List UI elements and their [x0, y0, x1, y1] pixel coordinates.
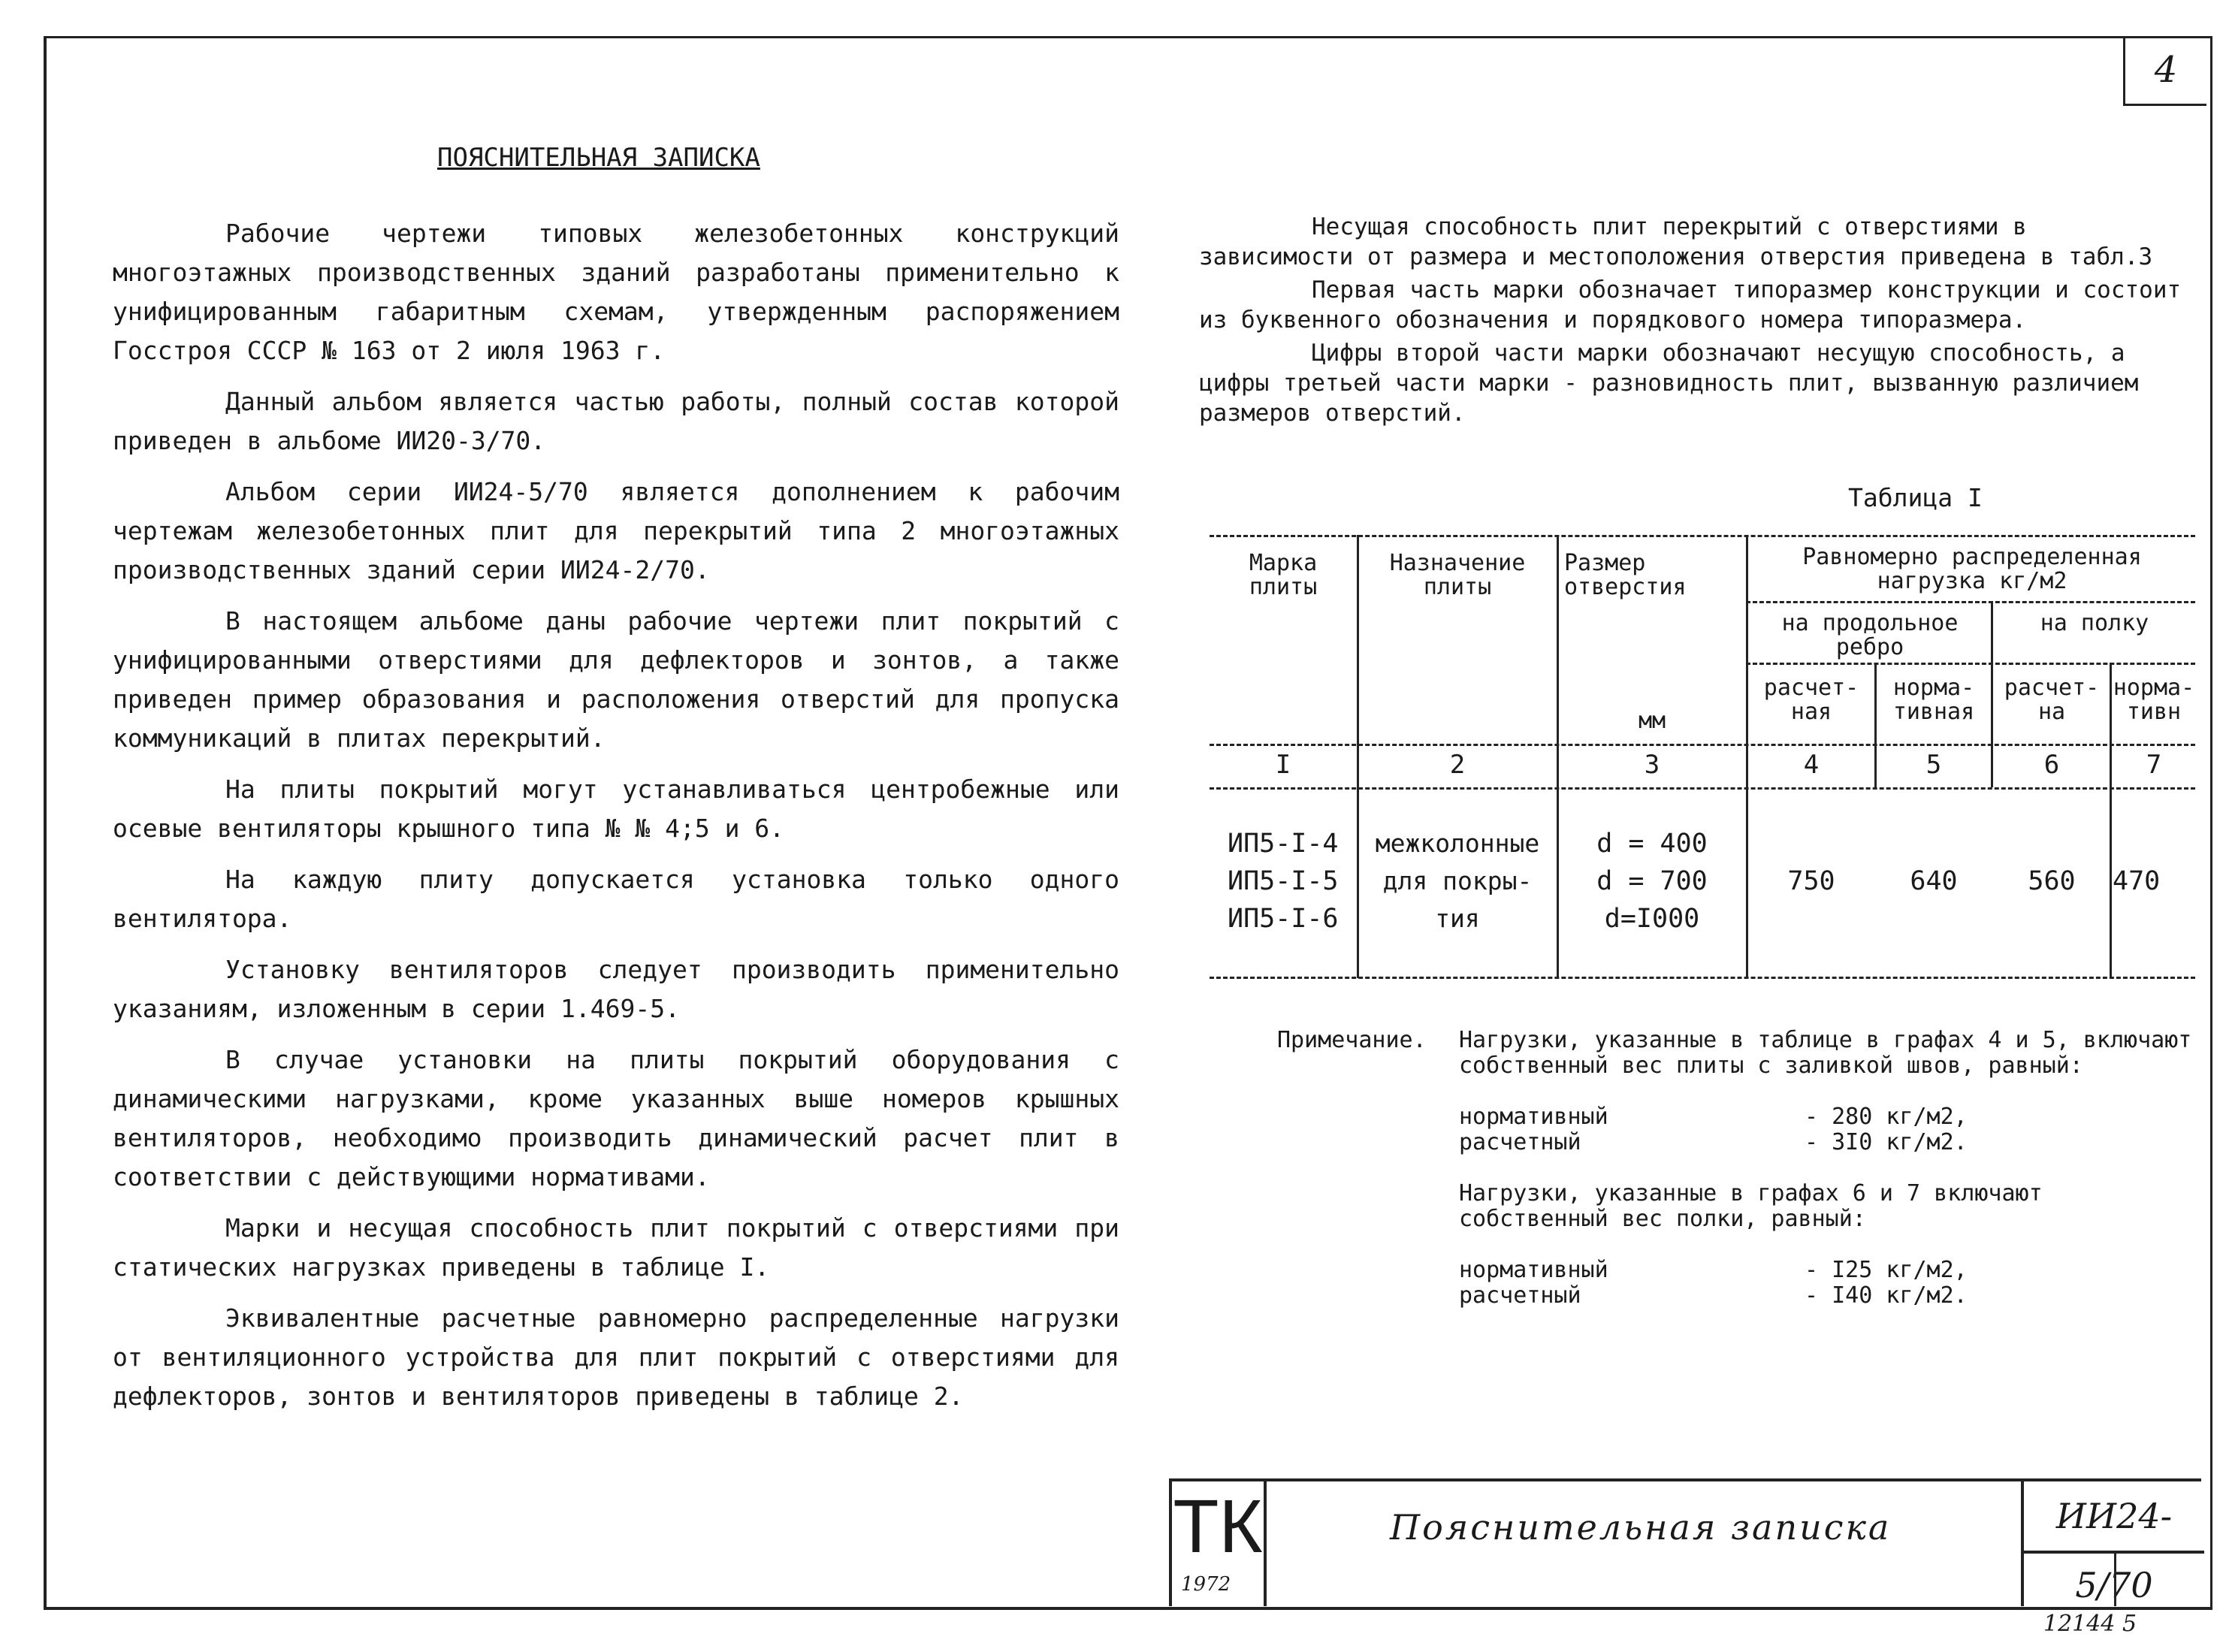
stamp-tk: ТК — [1172, 1481, 1267, 1606]
note-text: Нагрузки, указанные в графах 6 и 7 включают собственный вес полки, равный: — [1459, 1180, 2043, 1232]
paragraph: На каждую плиту допускается установка только одного вентилятора. — [113, 865, 1119, 933]
page-number: 4 — [2123, 36, 2206, 106]
col-number: 4 — [1803, 750, 1820, 780]
col-number: 2 — [1449, 750, 1466, 780]
table-cell-value: 640 — [1910, 866, 1958, 896]
paragraph: Марки и несущая способность плит покрытий с отверстиями при статических нагрузках приведены в таблице I. — [113, 1213, 1119, 1282]
paragraph: Эквивалентные расчетные равномерно распределенные нагрузки от вентиляционного устройства для плит покрытий с отверстиями для дефлекторов, зонтов и вентиляторов приведены в таблице 2. — [113, 1303, 1119, 1411]
stamp-year: 1972 — [1181, 1573, 1231, 1596]
header-calc2: расчет-на — [2004, 675, 2100, 725]
scan-gap — [1472, 29, 1518, 32]
footer-number: 12144 5 — [2043, 1611, 2137, 1637]
table-col-rule — [1874, 663, 1877, 787]
stamp-name: Пояснительная записка — [1390, 1507, 1892, 1548]
table-col-rule — [1746, 535, 1748, 978]
paragraph: Цифры второй части марки обозначают несущую способность, а цифры третьей части марки - разновидность плит, вызванную различием размеров отверстий. — [1199, 340, 2139, 427]
table-cell-size: d = 400 — [1596, 829, 1708, 859]
table-cell-mark: ИП5-I-6 — [1228, 904, 1339, 934]
header-size: Размер отверстия — [1564, 550, 1687, 600]
table-cell-purpose: для покры- — [1382, 866, 1533, 895]
paragraph: В настоящем альбоме даны рабочие чертежи плит покрытий с унифицированными отверстиями для дефлекторов и зонтов, а также приведен пример образования и расположения отверстий для пропуска коммуникаций в плитах перекрытий. — [113, 606, 1119, 753]
header-mark: Марка плиты — [1249, 550, 1318, 600]
note-key: нормативный — [1459, 1104, 1608, 1130]
note-key: нормативный — [1459, 1257, 1608, 1283]
note-pair — [1459, 1258, 2203, 1283]
table-cell-purpose: тия — [1435, 904, 1480, 933]
col-number: 3 — [1644, 750, 1660, 780]
paragraph: В случае установки на плиты покрытий оборудования с динамическими нагрузками, кроме указанных выше номеров крышных вентиляторов, необходимо производить динамический расчет плит в соответствии с действующими нормативами. — [113, 1045, 1119, 1191]
header-shelf: на полку — [2040, 610, 2149, 636]
header-norm2: норма-тивн — [2113, 676, 2195, 724]
col-number: 7 — [2146, 750, 2162, 780]
note-key: расчетный — [1459, 1282, 1581, 1309]
page-title: ПОЯСНИТЕЛЬНАЯ ЗАПИСКА — [437, 143, 760, 173]
header-norm: норма-тивная — [1892, 675, 1975, 725]
table-col-rule — [2110, 663, 2112, 978]
note-value: - I40 кг/м2. — [1805, 1282, 1968, 1309]
header-purpose: Назначение плиты — [1389, 550, 1526, 600]
header-size-unit: мм — [1638, 708, 1666, 734]
table-cell-size: d = 700 — [1596, 866, 1708, 896]
stamp-code: ИИ24-5/70 — [2021, 1481, 2204, 1554]
table-cell-value: 560 — [2028, 866, 2076, 896]
table-cell-size: d=I000 — [1604, 904, 1700, 934]
table-cell-mark: ИП5-I-5 — [1228, 866, 1339, 896]
table-cell-value: 470 — [2113, 866, 2161, 896]
paragraph: Данный альбом является частью работы, полный состав которой приведен в альбоме ИИ20-3/70. — [113, 387, 1119, 455]
paragraph: Рабочие чертежи типовых железобетонных конструкций многоэтажных производственных зданий разработаны применительно к унифицированным габаритным схемам, утвержденным распоряжением Госстроя СССР № 163 от 2 июля 1963 г. — [113, 219, 1119, 365]
note-value: - 3I0 кг/м2. — [1805, 1129, 1968, 1155]
paragraph: Установку вентиляторов следует производить применительно указаниям, изложенным в серии 1.469-5. — [113, 955, 1119, 1023]
col-number: 5 — [1925, 750, 1942, 780]
note-pair — [1459, 1104, 2203, 1130]
col-number: 6 — [2043, 750, 2060, 780]
note-body — [1459, 1028, 2203, 1309]
paragraph: Альбом серии ИИ24-5/70 является дополнением к рабочим чертежам железобетонных плит для перекрытий типа 2 многоэтажных производственных зданий серии ИИ24-2/70. — [113, 477, 1119, 584]
table-col-rule — [1357, 535, 1359, 978]
table-1 — [1210, 535, 2195, 978]
paragraph: Первая часть марки обозначает типоразмер конструкции и состоит из буквенного обозначения и порядкового номера типоразмера. — [1199, 276, 2182, 334]
header-calc: расчет-ная — [1763, 675, 1859, 725]
paragraph: На плиты покрытий могут устанавливаться центробежные или осевые вентиляторы крышного типа № № 4;5 и 6. — [113, 775, 1119, 843]
title-block — [1169, 1478, 2201, 1606]
col-number: I — [1275, 750, 1291, 780]
note-key: расчетный — [1459, 1129, 1581, 1155]
table-cell-mark: ИП5-I-4 — [1228, 829, 1339, 859]
table-cell-purpose: межколонные — [1375, 829, 1540, 858]
table-cell-value: 750 — [1787, 866, 1835, 896]
stamp-cell — [2021, 1551, 2116, 1606]
note-pair — [1459, 1130, 2203, 1155]
table-col-rule — [1557, 535, 1559, 978]
table-rule — [1746, 601, 2195, 603]
header-rib: на продольное ребро — [1781, 610, 1959, 660]
header-load: Равномерно распределенная нагрузка кг/м2 — [1802, 544, 2142, 594]
table-rule — [1746, 663, 2195, 665]
note-value: - 280 кг/м2, — [1805, 1104, 1968, 1130]
left-column — [113, 214, 1119, 1428]
right-column — [1199, 212, 2191, 431]
note-text: Нагрузки, указанные в таблице в графах 4 и 5, включают собственный вес плиты с заливкой швов, равный: — [1459, 1027, 2192, 1079]
table-caption: Таблица I — [1848, 483, 1983, 512]
note-label: Примечание. — [1277, 1027, 1427, 1053]
note-pair — [1459, 1283, 2203, 1309]
note-value: - I25 кг/м2, — [1805, 1257, 1968, 1283]
table-col-rule — [1991, 601, 1993, 787]
paragraph: Несущая способность плит перекрытий с отверстиями в зависимости от размера и местоположения отверстия приведена в табл.3 — [1199, 213, 2153, 270]
